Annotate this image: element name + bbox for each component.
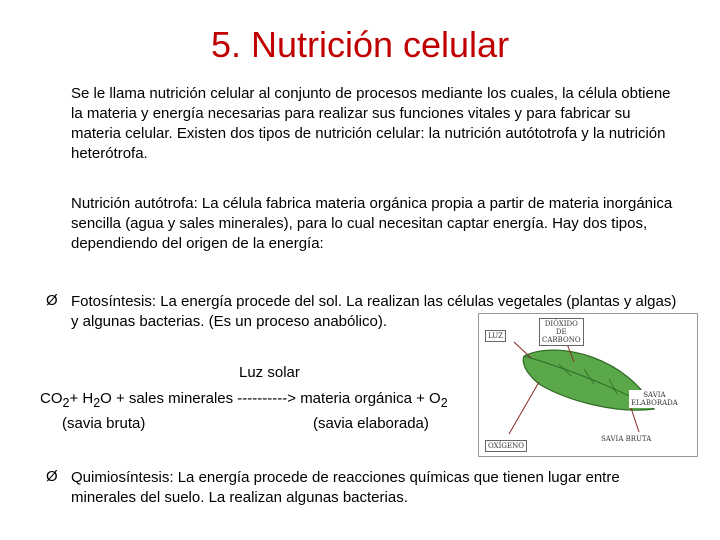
diagram-oxigeno-label: OXÍGENO: [485, 440, 527, 452]
quimiosintesis-text: La energía procede de reacciones químicas que tienen lugar entre minerales del suelo. La realizan algunas bacterias.: [71, 469, 620, 506]
savia-elab-line1: SAVIA: [643, 391, 666, 399]
diagram-savia-elaborada-label: [629, 390, 680, 408]
dioxido-line2: DE: [555, 328, 567, 336]
eq-co-sub: 2: [62, 396, 70, 410]
bullet-arrow-icon: Ø: [46, 292, 58, 309]
eq-h-sub: 2: [93, 396, 101, 410]
fotosintesis-text: : La energía procede del sol. La realizan las células vegetales (plantas y algas) y algunas bacterias. (Es un proceso anabólico).: [71, 293, 677, 330]
dioxido-line3: CARBONO: [542, 336, 581, 344]
bullet-arrow-icon: Ø: [46, 468, 58, 485]
leaf-illustration: [479, 314, 697, 456]
savia-elab-line2: ELABORADA: [631, 399, 678, 407]
leaf-diagram: [478, 313, 698, 457]
page-title: 5. Nutrición celular: [210, 24, 510, 65]
arrow-oxigeno: [509, 382, 539, 434]
arrow-luz: [514, 342, 531, 358]
eq-h: + H: [69, 390, 94, 407]
fotosintesis-term: Fotosíntesis: [71, 293, 152, 310]
photosynthesis-equation: [40, 390, 448, 410]
luz-solar-label: Luz solar: [239, 364, 300, 381]
quimiosintesis-bullet: [71, 468, 686, 508]
eq-rest: O + sales minerales ----------> materia orgánica + O: [100, 390, 441, 407]
diagram-dioxido-label: [539, 318, 584, 346]
intro-paragraph: Se le llama nutrición celular al conjunto de procesos mediante los cuales, la célula obtiene la materia y energía necesarias para realizar sus funciones vitales y para fabricar su materia celular. Existen dos tipos de nutrición celular: la nutrición autótotrofa y la nutrición heterótrofa.: [71, 85, 671, 162]
savia-elaborada-label: (savia elaborada): [313, 415, 429, 432]
autotrofa-paragraph: [71, 194, 681, 254]
diagram-luz-label: LUZ: [485, 330, 506, 342]
eq-co: CO: [40, 390, 63, 407]
diagram-savia-bruta-label: SAVIA BRUTA: [601, 435, 652, 443]
autotrofa-text: : La célula fabrica materia orgánica propia a partir de materia inorgánica sencilla (agua y sales minerales), para lo cual necesitan captar energía. Hay dos tipos, dependiendo del origen de la energía:: [71, 195, 673, 252]
eq-o-sub: 2: [440, 396, 448, 410]
autotrofa-term: Nutrición autótrofa: [71, 195, 194, 212]
savia-bruta-label: (savia bruta): [62, 415, 146, 432]
quimiosintesis-term: Quimiosíntesis:: [71, 469, 174, 486]
dioxido-line1: DIÓXIDO: [544, 320, 578, 328]
